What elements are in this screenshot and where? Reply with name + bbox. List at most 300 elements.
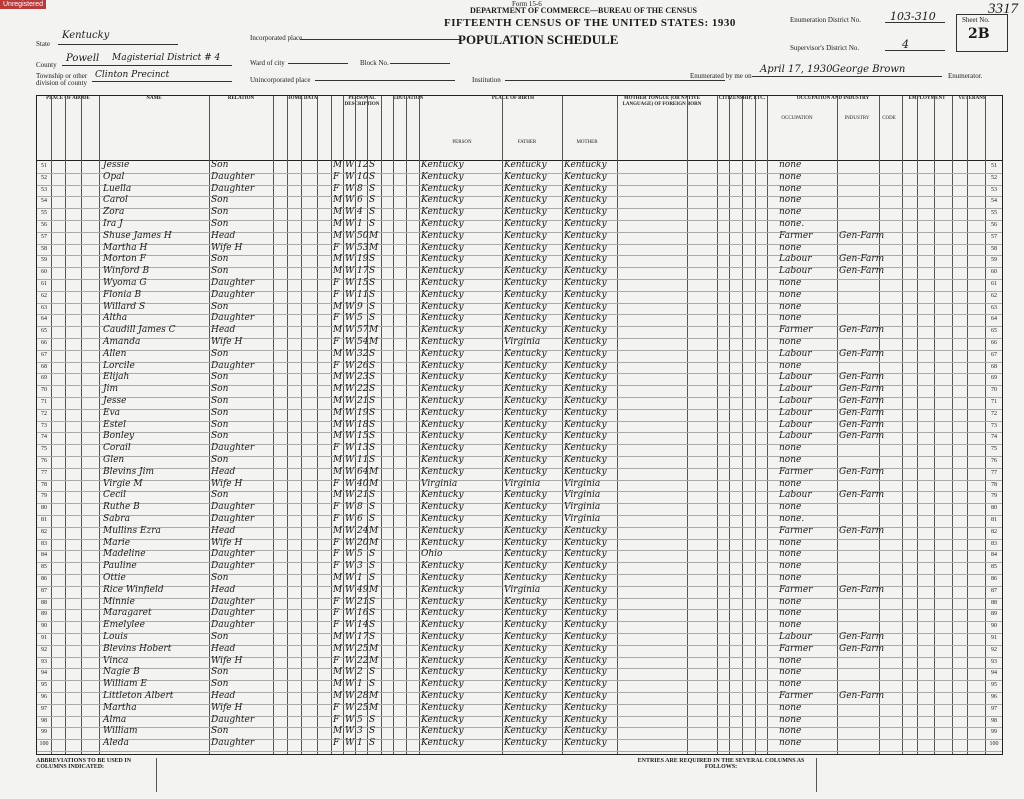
- race-cell: W: [345, 384, 355, 395]
- race-cell: W: [345, 171, 355, 182]
- race-cell: W: [345, 348, 355, 359]
- industry-cell: Gen-Farm: [839, 691, 885, 701]
- birthplace-person-cell: Kentucky: [421, 561, 464, 572]
- district-value: Magisterial District # 4: [112, 53, 221, 63]
- sheet-value: 2B: [968, 26, 990, 42]
- sex-cell: F: [333, 514, 340, 524]
- name-cell: Rice Winfield: [103, 584, 164, 595]
- birthplace-person-cell: Kentucky: [421, 360, 464, 371]
- birthplace-person-cell: Kentucky: [421, 278, 464, 288]
- birthplace-person-cell: Kentucky: [421, 608, 464, 619]
- race-cell: W: [345, 407, 355, 418]
- birthplace-mother-cell: Kentucky: [564, 348, 607, 359]
- name-cell: Marie: [103, 537, 131, 548]
- birthplace-father-cell: Virginia: [504, 337, 541, 347]
- birthplace-person-cell: Kentucky: [421, 596, 464, 607]
- line-number: 99: [41, 729, 47, 736]
- name-cell: Mullins Ezra: [103, 525, 161, 536]
- birthplace-father-cell: Kentucky: [504, 325, 547, 336]
- enumerator-name: George Brown: [832, 64, 906, 75]
- line-number-right: 63: [991, 304, 997, 311]
- birthplace-father-cell: Kentucky: [504, 313, 547, 324]
- name-cell: Martha H: [103, 242, 148, 253]
- marital-cell: S: [369, 289, 376, 300]
- occupation-cell: none: [779, 171, 802, 182]
- birthplace-mother-cell: Kentucky: [564, 219, 607, 229]
- birthplace-mother-cell: Kentucky: [564, 726, 607, 737]
- marital-cell: S: [369, 171, 376, 182]
- occupation-cell: none: [779, 667, 802, 678]
- state-value: Kentucky: [62, 30, 110, 41]
- sex-cell: F: [333, 537, 340, 548]
- birthplace-mother-cell: Kentucky: [564, 372, 607, 383]
- sex-cell: F: [333, 171, 340, 182]
- sex-cell: F: [333, 313, 340, 324]
- line-number: 70: [41, 387, 47, 394]
- birthplace-father-cell: Kentucky: [504, 360, 547, 371]
- age-cell: 25: [357, 643, 369, 654]
- name-cell: Glen: [103, 455, 125, 465]
- name-cell: Altha: [103, 313, 128, 324]
- name-cell: Flonia B: [103, 289, 142, 300]
- occupation-cell: Labour: [779, 266, 812, 277]
- name-cell: Maragaret: [103, 608, 152, 619]
- line-number-right: 69: [991, 375, 997, 382]
- birthplace-father-cell: Kentucky: [504, 160, 547, 170]
- birthplace-father-cell: Kentucky: [504, 195, 547, 206]
- name-cell: Corail: [103, 443, 131, 454]
- name-cell: Allen: [103, 348, 127, 359]
- race-cell: W: [345, 396, 355, 406]
- relation-cell: Head: [211, 525, 236, 536]
- occupation-cell: none: [779, 596, 802, 607]
- name-cell: Louis: [103, 632, 128, 642]
- age-cell: 40: [357, 478, 369, 489]
- marital-cell: S: [369, 726, 376, 737]
- birthplace-mother-cell: Kentucky: [564, 337, 607, 347]
- birthplace-person-cell: Kentucky: [421, 726, 464, 737]
- line-number: 52: [41, 174, 47, 181]
- birthplace-mother-cell: Virginia: [564, 478, 601, 489]
- occupation-cell: none: [779, 183, 802, 194]
- industry-cell: Gen-Farm: [839, 396, 885, 406]
- marital-cell: M: [369, 325, 379, 336]
- birthplace-person-cell: Kentucky: [421, 219, 464, 229]
- col-relation: RELATION: [227, 96, 255, 101]
- marital-cell: S: [369, 431, 376, 442]
- line-number: 88: [41, 599, 47, 606]
- birthplace-mother-cell: Kentucky: [564, 230, 607, 241]
- birthplace-mother-cell: Kentucky: [564, 407, 607, 418]
- relation-cell: Daughter: [211, 714, 255, 725]
- line-number-right: 66: [991, 340, 997, 346]
- birthplace-mother-cell: Kentucky: [564, 183, 607, 194]
- age-cell: 4: [357, 207, 363, 218]
- relation-cell: Son: [211, 455, 229, 465]
- name-cell: Blevins Hobert: [103, 643, 172, 654]
- occupation-cell: none: [779, 455, 802, 465]
- name-cell: William E: [103, 679, 147, 690]
- relation-cell: Wife H: [211, 337, 243, 347]
- line-number-right: 75: [991, 446, 997, 453]
- race-cell: W: [345, 573, 355, 583]
- age-cell: 1: [357, 219, 363, 229]
- occupation-cell: none: [779, 537, 802, 548]
- name-cell: Jim: [103, 384, 119, 395]
- birthplace-mother-cell: Virginia: [564, 502, 601, 513]
- race-cell: W: [345, 160, 355, 170]
- occupation-cell: none: [779, 360, 802, 371]
- sex-cell: M: [333, 254, 343, 265]
- marital-cell: S: [369, 490, 376, 501]
- relation-cell: Daughter: [211, 561, 255, 572]
- line-number: 90: [41, 623, 47, 630]
- birthplace-father-cell: Kentucky: [504, 643, 547, 654]
- birthplace-person-cell: Kentucky: [421, 325, 464, 336]
- race-cell: W: [345, 632, 355, 642]
- line-number: 100: [39, 741, 49, 748]
- line-number: 98: [41, 717, 47, 724]
- age-cell: 15: [357, 278, 369, 288]
- col-birth-mother: MOTHER: [576, 140, 598, 145]
- name-cell: Winford B: [103, 266, 150, 277]
- relation-cell: Son: [211, 726, 229, 737]
- relation-cell: Daughter: [211, 502, 255, 513]
- birthplace-mother-cell: Kentucky: [564, 160, 607, 170]
- marital-cell: M: [369, 230, 379, 241]
- birthplace-mother-cell: Kentucky: [564, 714, 607, 725]
- race-cell: W: [345, 502, 355, 513]
- age-cell: 3: [357, 726, 363, 737]
- birthplace-father-cell: Virginia: [504, 584, 541, 595]
- birthplace-mother-cell: Kentucky: [564, 278, 607, 288]
- line-number-right: 93: [991, 658, 997, 665]
- birthplace-mother-cell: Kentucky: [564, 655, 607, 666]
- name-cell: Elijah: [103, 372, 130, 383]
- form-number: Form 15-6: [512, 0, 542, 8]
- occupation-cell: Labour: [779, 419, 812, 430]
- birthplace-person-cell: Kentucky: [421, 702, 464, 713]
- institution-label: Institution: [472, 76, 501, 84]
- name-cell: Opal: [103, 171, 125, 182]
- birthplace-person-cell: Kentucky: [421, 514, 464, 524]
- occupation-cell: none: [779, 160, 802, 170]
- age-cell: 26: [357, 360, 369, 371]
- marital-cell: M: [369, 525, 379, 536]
- age-cell: 21: [357, 490, 369, 501]
- birthplace-father-cell: Virginia: [504, 478, 541, 489]
- sex-cell: M: [333, 348, 343, 359]
- occupation-cell: none: [779, 337, 802, 347]
- race-cell: W: [345, 230, 355, 241]
- age-cell: 17: [357, 266, 369, 277]
- sex-cell: M: [333, 230, 343, 241]
- age-cell: 6: [357, 514, 363, 524]
- birthplace-mother-cell: Virginia: [564, 490, 601, 501]
- name-cell: Aleda: [103, 738, 129, 749]
- line-number-right: 90: [991, 623, 997, 630]
- sex-cell: M: [333, 726, 343, 737]
- marital-cell: S: [369, 667, 376, 678]
- birthplace-father-cell: Kentucky: [504, 289, 547, 300]
- relation-cell: Wife H: [211, 655, 243, 666]
- enum-district-label: Enumeration District No.: [790, 16, 861, 24]
- age-cell: 49: [357, 584, 369, 595]
- marital-cell: S: [369, 419, 376, 430]
- birthplace-person-cell: Kentucky: [421, 348, 464, 359]
- birthplace-father-cell: Kentucky: [504, 702, 547, 713]
- marital-cell: S: [369, 632, 376, 642]
- col-employment: EMPLOYMENT: [908, 96, 946, 101]
- birthplace-father-cell: Kentucky: [504, 384, 547, 395]
- sex-cell: M: [333, 419, 343, 430]
- line-number-right: 65: [991, 328, 997, 335]
- birthplace-mother-cell: Kentucky: [564, 643, 607, 654]
- birthplace-person-cell: Kentucky: [421, 691, 464, 701]
- birthplace-father-cell: Kentucky: [504, 502, 547, 513]
- sex-cell: F: [333, 478, 340, 489]
- birthplace-mother-cell: Kentucky: [564, 171, 607, 182]
- birthplace-father-cell: Kentucky: [504, 242, 547, 253]
- sex-cell: M: [333, 632, 343, 642]
- birthplace-father-cell: Kentucky: [504, 348, 547, 359]
- relation-cell: Wife H: [211, 242, 243, 253]
- industry-cell: Gen-Farm: [839, 230, 885, 241]
- marital-cell: S: [369, 313, 376, 324]
- supervisor-value: 4: [902, 38, 909, 51]
- name-cell: Ira J: [103, 219, 123, 229]
- relation-cell: Head: [211, 584, 236, 595]
- line-number: 74: [41, 434, 47, 441]
- marital-cell: S: [369, 183, 376, 194]
- age-cell: 15: [357, 431, 369, 442]
- birthplace-person-cell: Kentucky: [421, 372, 464, 383]
- industry-cell: Gen-Farm: [839, 584, 885, 595]
- race-cell: W: [345, 561, 355, 572]
- birthplace-father-cell: Kentucky: [504, 396, 547, 406]
- birthplace-father-cell: Kentucky: [504, 171, 547, 182]
- name-cell: Alma: [103, 714, 127, 725]
- line-number: 68: [41, 363, 47, 370]
- name-cell: Nagie B: [103, 667, 140, 678]
- enumerator-label: Enumerator.: [948, 72, 983, 80]
- line-number-right: 73: [991, 422, 997, 429]
- birthplace-mother-cell: Kentucky: [564, 584, 607, 595]
- occupation-cell: none: [779, 313, 802, 324]
- occupation-cell: Labour: [779, 431, 812, 442]
- birthplace-father-cell: Kentucky: [504, 726, 547, 737]
- marital-cell: S: [369, 372, 376, 383]
- race-cell: W: [345, 643, 355, 654]
- table-row: [37, 739, 1002, 752]
- line-number-right: 54: [991, 198, 997, 205]
- sex-cell: M: [333, 466, 343, 477]
- relation-cell: Son: [211, 419, 229, 430]
- race-cell: W: [345, 325, 355, 336]
- birthplace-father-cell: Kentucky: [504, 183, 547, 194]
- sex-cell: M: [333, 384, 343, 395]
- line-number-right: 91: [991, 635, 997, 641]
- birthplace-person-cell: Kentucky: [421, 266, 464, 277]
- enum-district-value: 103-310: [890, 10, 936, 23]
- age-cell: 54: [357, 337, 369, 347]
- sex-cell: F: [333, 502, 340, 513]
- marital-cell: S: [369, 679, 376, 690]
- line-number-right: 68: [991, 363, 997, 370]
- line-number-right: 87: [991, 587, 997, 594]
- industry-cell: Gen-Farm: [839, 384, 885, 395]
- relation-cell: Daughter: [211, 608, 255, 619]
- line-number: 80: [41, 505, 47, 512]
- birthplace-mother-cell: Kentucky: [564, 207, 607, 218]
- line-number: 64: [41, 316, 47, 323]
- line-number: 62: [41, 292, 47, 299]
- col-citizenship: CITIZENSHIP, ETC.: [718, 96, 766, 101]
- name-cell: Virgie M: [103, 478, 143, 489]
- birthplace-person-cell: Kentucky: [421, 443, 464, 454]
- relation-cell: Son: [211, 679, 229, 690]
- birthplace-mother-cell: Kentucky: [564, 431, 607, 442]
- industry-cell: Gen-Farm: [839, 632, 885, 642]
- sex-cell: M: [333, 525, 343, 536]
- birthplace-person-cell: Kentucky: [421, 207, 464, 218]
- occupation-cell: none: [779, 608, 802, 619]
- occupation-cell: Farmer: [779, 584, 813, 595]
- age-cell: 6: [357, 195, 363, 206]
- birthplace-person-cell: Ohio: [421, 549, 443, 560]
- occupation-cell: Labour: [779, 384, 812, 395]
- line-number: 77: [41, 469, 47, 476]
- occupation-cell: Farmer: [779, 643, 813, 654]
- line-number: 51: [41, 163, 47, 169]
- age-cell: 5: [357, 313, 363, 324]
- birthplace-father-cell: Kentucky: [504, 596, 547, 607]
- birthplace-person-cell: Kentucky: [421, 431, 464, 442]
- occupation-cell: Labour: [779, 407, 812, 418]
- township-label: Township or other division of county: [36, 72, 88, 87]
- race-cell: W: [345, 242, 355, 253]
- age-cell: 18: [357, 419, 369, 430]
- marital-cell: S: [369, 207, 376, 218]
- occupation-cell: none: [779, 679, 802, 690]
- line-number: 78: [41, 481, 47, 488]
- birthplace-father-cell: Kentucky: [504, 490, 547, 501]
- birthplace-person-cell: Kentucky: [421, 195, 464, 206]
- age-cell: 21: [357, 396, 369, 406]
- age-cell: 11: [357, 289, 369, 300]
- occupation-cell: none: [779, 620, 802, 631]
- age-cell: 8: [357, 502, 363, 513]
- line-number: 71: [41, 399, 47, 405]
- name-cell: Sabra: [103, 514, 130, 524]
- line-number: 55: [41, 210, 47, 217]
- occupation-cell: Farmer: [779, 230, 813, 241]
- birthplace-father-cell: Kentucky: [504, 278, 547, 288]
- name-cell: Ruthe B: [103, 502, 140, 513]
- line-number-right: 70: [991, 387, 997, 394]
- sheet-label: Sheet No.: [962, 16, 990, 24]
- line-number-right: 88: [991, 599, 997, 606]
- birthplace-father-cell: Kentucky: [504, 632, 547, 642]
- birthplace-person-cell: Kentucky: [421, 242, 464, 253]
- line-number: 59: [41, 257, 47, 264]
- occupation-cell: none: [779, 195, 802, 206]
- line-number: 92: [41, 646, 47, 653]
- line-number: 72: [41, 410, 47, 417]
- occupation-cell: none: [779, 207, 802, 218]
- relation-cell: Daughter: [211, 171, 255, 182]
- birthplace-person-cell: Kentucky: [421, 396, 464, 406]
- marital-cell: M: [369, 643, 379, 654]
- line-number: 60: [41, 269, 47, 276]
- race-cell: W: [345, 608, 355, 619]
- race-cell: W: [345, 183, 355, 194]
- sex-cell: F: [333, 337, 340, 347]
- occupation-cell: none.: [779, 514, 805, 524]
- enumeration-date: April 17, 1930: [760, 64, 833, 75]
- occupation-cell: Labour: [779, 348, 812, 359]
- line-number-right: 58: [991, 245, 997, 252]
- name-cell: Jessie: [103, 160, 130, 170]
- line-number-right: 84: [991, 552, 997, 559]
- line-number-right: 86: [991, 576, 997, 582]
- marital-cell: M: [369, 702, 379, 713]
- line-number: 56: [41, 222, 47, 228]
- relation-cell: Daughter: [211, 443, 255, 454]
- relation-cell: Daughter: [211, 289, 255, 300]
- schedule-table: [36, 95, 1003, 755]
- birthplace-mother-cell: Kentucky: [564, 549, 607, 560]
- footer: [36, 756, 1001, 796]
- age-cell: 25: [357, 702, 369, 713]
- footer-entries-title: ENTRIES ARE REQUIRED IN THE SEVERAL COLUMNS AS FOLLOWS:: [637, 758, 805, 770]
- name-cell: Ottie: [103, 573, 126, 583]
- race-cell: W: [345, 738, 355, 749]
- line-number-right: 53: [991, 186, 997, 193]
- relation-cell: Daughter: [211, 313, 255, 324]
- marital-cell: S: [369, 254, 376, 265]
- race-cell: W: [345, 667, 355, 678]
- birthplace-father-cell: Kentucky: [504, 738, 547, 749]
- occupation-cell: Labour: [779, 490, 812, 501]
- line-number: 95: [41, 682, 47, 689]
- page-number: 3317: [988, 1, 1018, 17]
- race-cell: W: [345, 207, 355, 218]
- name-cell: Lorcile: [103, 360, 135, 371]
- marital-cell: M: [369, 242, 379, 253]
- birthplace-mother-cell: Kentucky: [564, 608, 607, 619]
- birthplace-person-cell: Kentucky: [421, 537, 464, 548]
- sex-cell: M: [333, 207, 343, 218]
- occupation-cell: none: [779, 301, 802, 312]
- marital-cell: S: [369, 360, 376, 371]
- race-cell: W: [345, 584, 355, 595]
- race-cell: W: [345, 620, 355, 631]
- col-birth-person: PERSON: [452, 140, 472, 145]
- name-cell: William: [103, 726, 138, 737]
- name-cell: Pauline: [103, 561, 137, 572]
- birthplace-person-cell: Kentucky: [421, 655, 464, 666]
- sex-cell: F: [333, 655, 340, 666]
- birthplace-mother-cell: Kentucky: [564, 691, 607, 701]
- birthplace-father-cell: Kentucky: [504, 714, 547, 725]
- birthplace-person-cell: Kentucky: [421, 632, 464, 642]
- race-cell: W: [345, 313, 355, 324]
- occupation-cell: Farmer: [779, 325, 813, 336]
- sex-cell: M: [333, 219, 343, 229]
- birthplace-person-cell: Kentucky: [421, 667, 464, 678]
- age-cell: 16: [357, 608, 369, 619]
